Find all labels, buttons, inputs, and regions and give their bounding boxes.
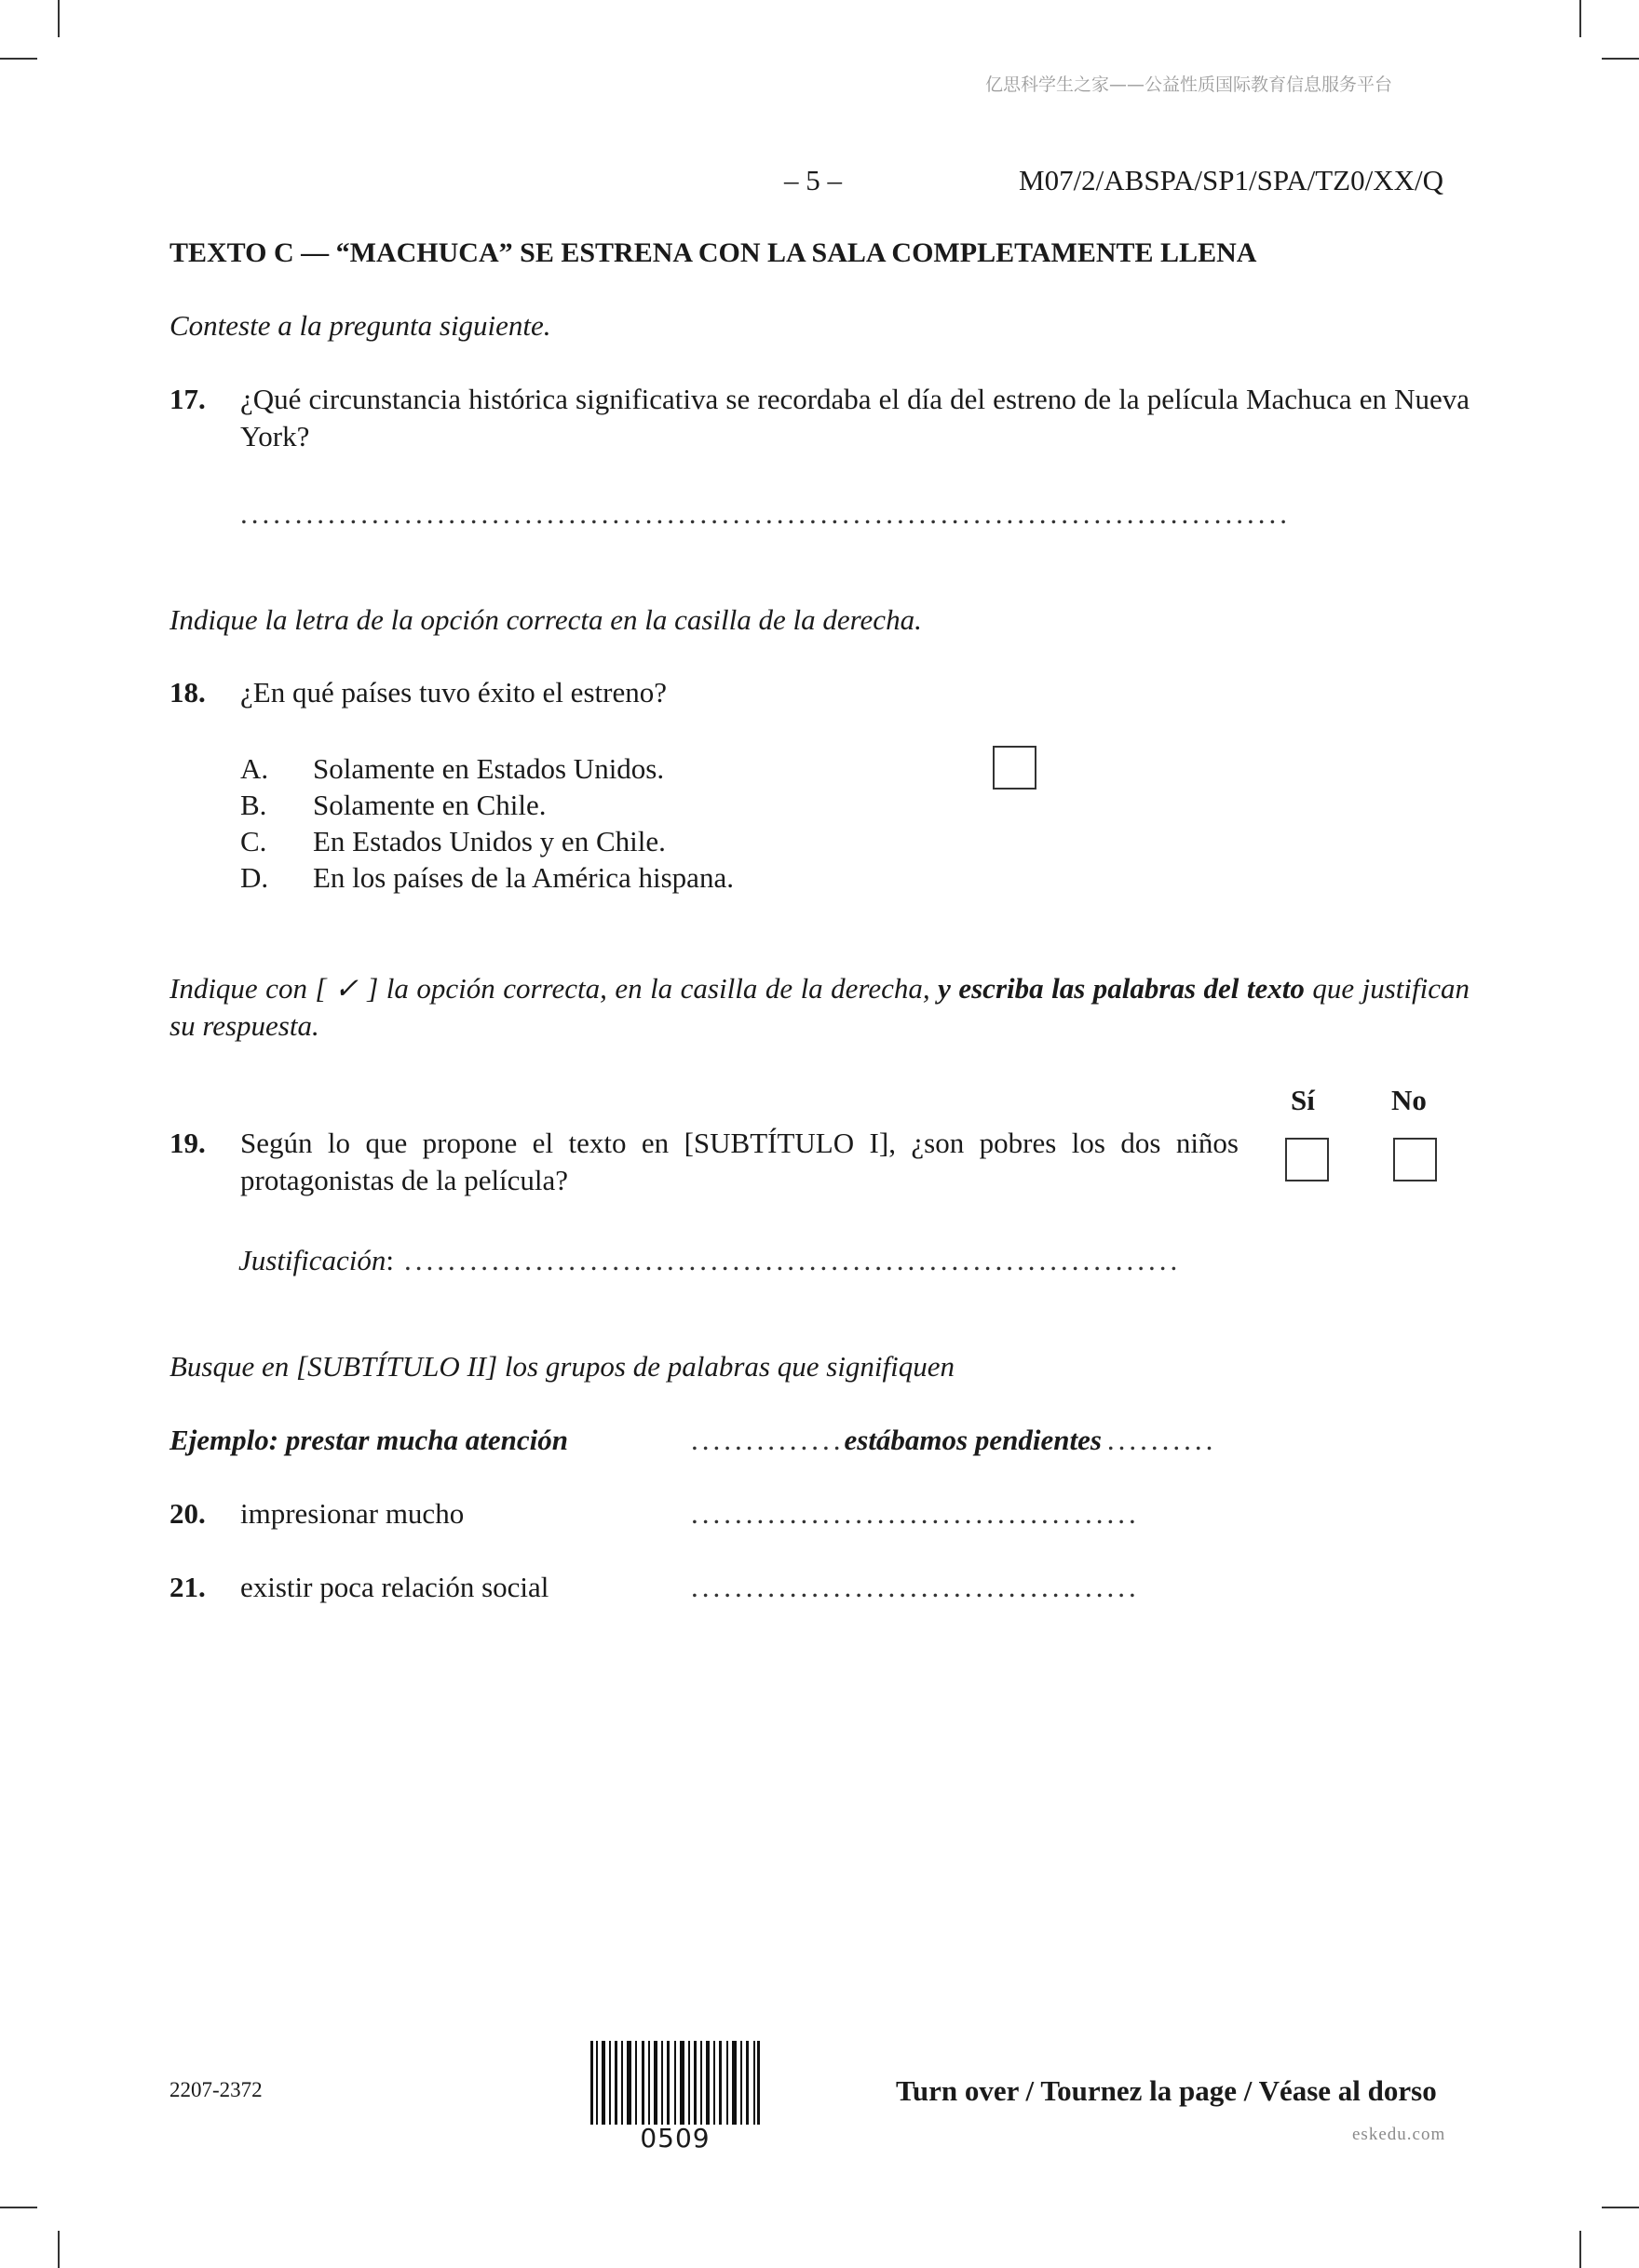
example-answer-text: estábamos pendientes <box>844 1424 1102 1456</box>
crop-mark <box>58 2231 60 2268</box>
q18-option-c-letter: C. <box>240 825 267 857</box>
instruction-3-part1: Indique con [ ✓ ] la opción correcta, en la casilla de la derecha, <box>169 972 939 1005</box>
q19-justification-label: Justificación <box>238 1244 386 1276</box>
q19-justification <box>238 1242 394 1279</box>
example-label: Ejemplo: prestar mucha atención <box>169 1424 568 1456</box>
q18-text: ¿En qué países tuvo éxito el estreno? <box>240 676 667 709</box>
q19-no-label: No <box>1391 1084 1427 1116</box>
q20-answer-line[interactable]: ......................................... <box>691 1497 1140 1530</box>
q19-text: Según lo que propone el texto en [SUBTÍTULO I], ¿son pobres los dos niños protagonistas de la película? <box>240 1127 1239 1196</box>
q19-yes-checkbox[interactable] <box>1285 1138 1329 1181</box>
q17-text: ¿Qué circunstancia histórica significativa se recordaba el día del estreno de la película Machuca en Nueva York? <box>240 383 1470 452</box>
exam-code: M07/2/ABSPA/SP1/SPA/TZ0/XX/Q <box>1019 164 1443 196</box>
instruction-3 <box>169 970 1470 1045</box>
q18-answer-box[interactable] <box>993 746 1036 790</box>
q19-no-checkbox[interactable] <box>1393 1138 1437 1181</box>
q19-justification-colon: : <box>386 1244 395 1276</box>
q19-justification-line[interactable]: ....................................................................... <box>404 1244 1182 1276</box>
q17-number: 17. <box>169 383 206 415</box>
q20-number: 20. <box>169 1497 206 1530</box>
q18-option-d-text: En los países de la América hispana. <box>313 861 734 894</box>
crop-mark <box>0 2207 37 2208</box>
watermark-top: 亿思科学生之家——公益性质国际教育信息服务平台 <box>985 74 1393 95</box>
section-title: TEXTO C — “MACHUCA” SE ESTRENA CON LA SALA COMPLETAMENTE LLENA <box>169 237 1257 268</box>
q18-option-a-letter: A. <box>240 752 269 785</box>
q18-number: 18. <box>169 676 206 709</box>
instruction-2: Indique la letra de la opción correcta en la casilla de la derecha. <box>169 603 922 636</box>
instruction-3-bold: y escriba las palabras del texto <box>938 972 1305 1005</box>
example-dots-after: .......... <box>1106 1424 1217 1456</box>
footer-code: 2207-2372 <box>169 2078 263 2101</box>
q17-answer-line[interactable]: ................................................................................................ <box>240 497 1291 530</box>
q21-number: 21. <box>169 1571 206 1603</box>
crop-mark <box>1579 2231 1581 2268</box>
page-number: – 5 – <box>784 164 842 196</box>
q18-option-c-text: En Estados Unidos y en Chile. <box>313 825 666 857</box>
barcode-number: 0509 <box>640 2123 711 2153</box>
q21-answer-line[interactable]: ......................................... <box>691 1571 1140 1603</box>
q19-yes-label: Sí <box>1291 1084 1315 1116</box>
crop-mark <box>58 0 60 37</box>
q18-option-d-letter: D. <box>240 861 269 894</box>
instruction-1: Conteste a la pregunta siguiente. <box>169 309 551 342</box>
turn-over-text: Turn over / Tournez la page / Véase al dorso <box>896 2074 1437 2107</box>
q20-text: impresionar mucho <box>240 1497 465 1530</box>
q19-number: 19. <box>169 1127 206 1159</box>
crop-mark <box>1579 0 1581 37</box>
example-answer <box>691 1422 1216 1459</box>
barcode <box>590 2041 760 2125</box>
example-dots-before: .............. <box>691 1424 845 1456</box>
instruction-4: Busque en [SUBTÍTULO II] los grupos de palabras que signifiquen <box>169 1350 955 1383</box>
footer-site: eskedu.com <box>1352 2125 1446 2144</box>
crop-mark <box>1602 2207 1639 2208</box>
crop-mark <box>1602 58 1639 60</box>
q18-option-b-letter: B. <box>240 789 267 821</box>
q18-option-b-text: Solamente en Chile. <box>313 789 547 821</box>
instruction-3-part2: que justifican su respuesta. <box>169 972 1470 1042</box>
q18-option-a-text: Solamente en Estados Unidos. <box>313 752 665 785</box>
crop-mark <box>0 58 37 60</box>
q21-text: existir poca relación social <box>240 1571 549 1603</box>
